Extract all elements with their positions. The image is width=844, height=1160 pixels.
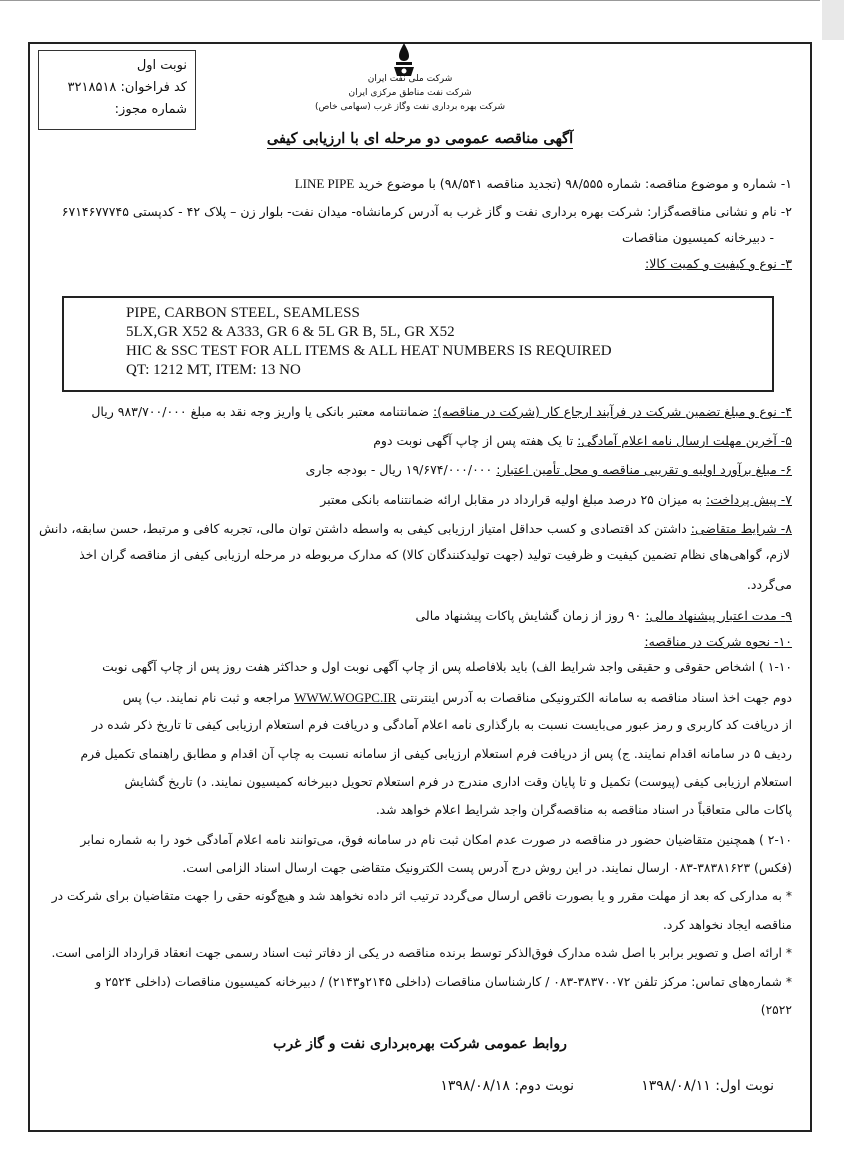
- item-2: [62, 204, 792, 219]
- item-5: [373, 433, 792, 448]
- item-8-text: داشتن کد اقتصادی و کسب حداقل امتیاز ارزیابی کیفی به واسطه داشتن توان مالی، تجربه کافی و مرتبط، حسن سابقه، دانش: [38, 521, 691, 536]
- item-10-1-line-3: از دریافت کد کاربری و رمز عبور می‌بایست نسبت به بارگذاری نامه اعلام آمادگی و دریافت فرم استعلام ارزیابی کیفی تا تاریخ ذکر شده در: [91, 718, 792, 732]
- item-10-2-line-1: ۲-۱۰ ) همچنین متقاضیان حضور در مناقصه در صورت عدم امکان ثبت نام در سامانه فوق، می‌توانند نامه اعلام آمادگی خود را به شماره نمابر: [80, 833, 792, 847]
- publication-second-date: نوبت دوم: ۱۳۹۸/۰۸/۱۸: [440, 1078, 574, 1094]
- item-6-label: ۶- مبلغ برآورد اولیه و تقریبی مناقصه و محل تأمین اعتبار:: [496, 462, 792, 477]
- item-2-line-2: - دبیرخانه کمیسیون مناقصات: [621, 230, 774, 245]
- permit-number: شماره مجوز:: [114, 102, 187, 117]
- page-title: آگهی مناقصه عمومی دو مرحله ای با ارزیابی کیفی: [266, 130, 574, 147]
- item-10-label: ۱۰- نحوه شرکت در مناقصه:: [644, 634, 792, 649]
- scan-top-edge: [0, 0, 820, 5]
- company-header: [300, 72, 520, 114]
- note-3-line-1: * شماره‌های تماس: مرکز تلفن ۳۸۳۷۰۰۷۲-۰۸۳ / کارشناسان مناقصات (داخلی ۲۱۴۵و۲۱۴۳) / دبیرخانه کمیسیون مناقصات (داخلی ۲۵۲۴ و: [95, 975, 792, 989]
- company-line-1: شرکت ملی نفت ایران: [367, 74, 453, 84]
- note-1-line-1: * به مدارکی که بعد از مهلت مقرر و یا بصورت ناقص ارسال می‌گردد ترتیب اثر داده نخواهد شد و هیچ‌گونه حقی را جهت متقاضیان برای شرکت در: [51, 889, 792, 903]
- item-10-1-line-6: پاکات مالی متعاقباً در اسناد مناقصه به مناقصه‌گران واجد شرایط اعلام خواهد شد.: [375, 803, 792, 817]
- item-4: [91, 404, 792, 419]
- note-2: * ارائه اصل و تصویر برابر با اصل شده مدارک فوق‌الذکر توسط برنده مناقصه در یکی از دفاتر ثبت اسناد رسمی جهت انعقاد قرارداد الزامی است.: [51, 946, 792, 960]
- item-5-text: تا یک هفته پس از چاپ آگهی نوبت دوم: [373, 433, 578, 448]
- item-10-2-line-2: (فکس) ۳۸۳۸۱۶۲۳-۰۸۳ ارسال نمایند. در این روش درج آدرس پست الکترونیک متقاضی جهت ارسال اسناد الزامی است.: [182, 861, 792, 875]
- item-7-label: ۷- پیش پرداخت:: [706, 492, 792, 507]
- item-2-label: ۲- نام و نشانی مناقصه‌گزار:: [647, 204, 792, 219]
- item-9-label: ۹- مدت اعتبار پیشنهاد مالی:: [645, 608, 792, 623]
- item-6: [306, 462, 792, 477]
- item-3-label: ۳- نوع و کیفیت و کمیت کالا:: [645, 256, 792, 271]
- item-10-1-line-4: ردیف ۵ در سامانه اقدام نمایند. ج) پس از دریافت فرم استعلام ارزیابی کیفی از سامانه نسبت به چاپ آن اقدام و مطابق راهنمای تکمیل فرم: [80, 747, 792, 761]
- item-4-text: ضمانتنامه معتبر بانکی یا واریز وجه نقد به مبلغ ۹۸۳/۷۰۰/۰۰۰ ریال: [91, 404, 433, 419]
- notice-round: نوبت اول: [136, 58, 187, 73]
- goods-line-4: QT: 1212 MT, ITEM: 13 NO: [126, 362, 301, 378]
- call-code: کد فراخوان: ۳۲۱۸۵۱۸: [67, 80, 187, 95]
- website-link[interactable]: WWW.WOGPC.IR: [294, 690, 397, 705]
- item-2-text: شرکت بهره برداری نفت و گاز غرب به آدرس کرمانشاه- میدان نفت- بلوار زن – پلاک ۴۲ - کدپستی ۶۷۱۴۶۷۷۷۴۵: [61, 204, 648, 219]
- public-relations-signature: روابط عمومی شرکت بهره‌برداری نفت و گاز غرب: [273, 1036, 567, 1052]
- item-7: [320, 492, 792, 507]
- item-10-1-line-2: دوم جهت اخذ اسناد مناقصه به سامانه الکترونیکی مناقصات به آدرس اینترنتی WWW.WOGPC.IR مراجعه و ثبت نام نمایند. ب) پس: [122, 690, 792, 705]
- item-8-line-3: می‌گردد.: [746, 577, 792, 592]
- item-1-subject: LINE PIPE: [294, 176, 355, 191]
- goods-line-2: 5LX,GR X52 & A333, GR 6 & 5L GR B, 5L, GR X52: [126, 324, 455, 340]
- item-10-1-line-5: استعلام ارزیابی کیفی (پیوست) تکمیل و تا پایان وقت اداری مندرج در فرم استعلام تحویل دبیرخانه کمیسیون نمایند. د) تاریخ گشایش: [124, 775, 792, 789]
- item-9-text: ۹۰ روز از زمان گشایش پاکات پیشنهاد مالی: [415, 608, 646, 623]
- item-10: [644, 634, 792, 649]
- company-line-2: شرکت نفت مناطق مرکزی ایران: [348, 88, 472, 98]
- goods-specification-box: [62, 296, 774, 392]
- goods-line-1: PIPE, CARBON STEEL, SEAMLESS: [126, 305, 360, 321]
- item-1: [295, 176, 792, 192]
- publication-first-date: نوبت اول: ۱۳۹۸/۰۸/۱۱: [641, 1078, 774, 1094]
- item-1-label: ۱- شماره و موضوع مناقصه:: [645, 176, 792, 191]
- item-4-label: ۴- نوع و مبلغ تضمین شرکت در فرآیند ارجاع کار (شرکت در مناقصه):: [432, 404, 792, 419]
- note-3-line-2: ۲۵۲۲): [760, 1003, 792, 1017]
- item-7-text: به میزان ۲۵ درصد مبلغ اولیه قرارداد در مقابل ارائه ضمانتنامه بانکی معتبر: [320, 492, 706, 507]
- item-6-text: ۱۹/۶۷۴/۰۰۰/۰۰۰ ریال - بودجه جاری: [305, 462, 497, 477]
- scan-right-edge: [822, 0, 844, 40]
- goods-line-3: HIC & SSC TEST FOR ALL ITEMS & ALL HEAT NUMBERS IS REQUIRED: [126, 343, 612, 359]
- item-1-text: شماره ۹۸/۵۵۵ (تجدید مناقصه ۹۸/۵۴۱) با موضوع خرید: [354, 176, 646, 191]
- item-8-label: ۸- شرایط متقاضی:: [690, 521, 792, 536]
- notice-info-box: [38, 50, 196, 130]
- item-8-line-2: لازم، گواهی‌های نظام تضمین کیفیت و ظرفیت تولید (جهت تولیدکنندگان کالا) که مدارک مربوطه در مرحله ارزیابی کیفی از مناقصه گران اخذ: [79, 548, 790, 562]
- item-8-line-1: [39, 521, 792, 536]
- item-5-label: ۵- آخرین مهلت ارسال نامه اعلام آمادگی:: [577, 433, 792, 448]
- item-10-1-line-1: ۱-۱۰ ) اشخاص حقوقی و حقیقی واجد شرایط الف) باید بلافاصله پس از چاپ آگهی نوبت اول و حداکثر هفت روز پس از چاپ آگهی نوبت: [102, 660, 792, 674]
- item-3: [645, 256, 792, 271]
- note-1-line-2: مناقصه ایجاد نخواهد کرد.: [663, 918, 792, 932]
- item-9: [416, 608, 793, 623]
- company-line-3: شرکت بهره برداری نفت وگاز غرب (سهامی خاص): [314, 102, 506, 112]
